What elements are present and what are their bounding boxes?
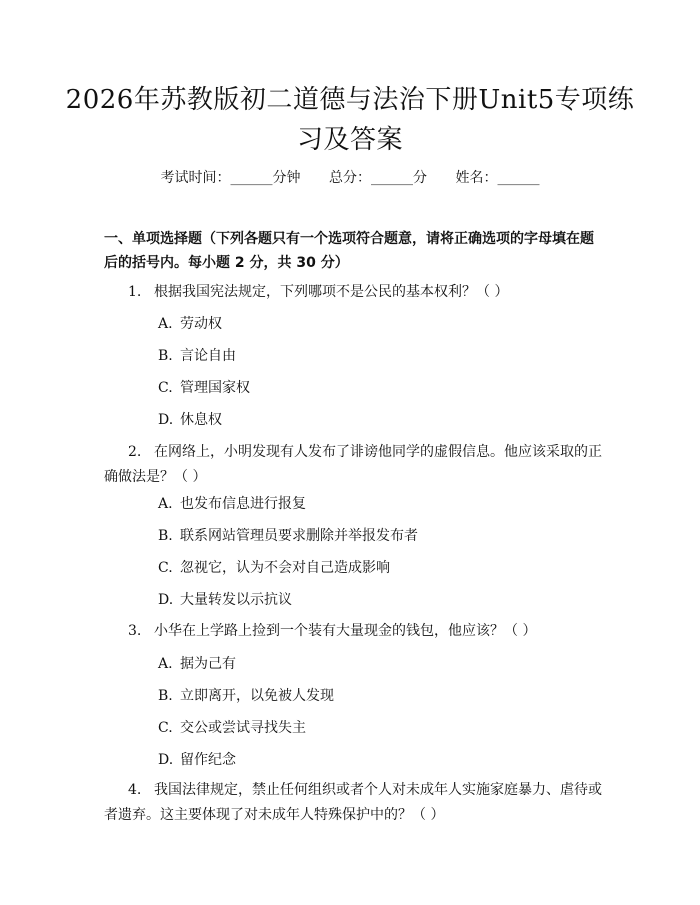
question-text: 根据我国宪法规定，下列哪项不是公民的基本权利？（ ） (154, 284, 509, 300)
question-text: 小华在上学路上捡到一个装有大量现金的钱包，他应该？（ ） (154, 623, 537, 639)
document-title: 2026年苏教版初二道德与法治下册Unit5专项练习及答案 (65, 85, 635, 155)
option-2a (158, 494, 306, 514)
question-2 (104, 440, 604, 490)
question-number: 3. (128, 623, 142, 639)
option-text: 劳动权 (180, 316, 222, 332)
option-text: 休息权 (180, 412, 222, 428)
question-number: 1. (128, 284, 142, 300)
option-2b (158, 526, 418, 546)
question-1 (104, 280, 604, 305)
option-label: B. (158, 688, 173, 704)
question-text: 在网络上，小明发现有人发布了诽谤他同学的虚假信息。他应该采取的正确做法是？（ ） (104, 444, 602, 485)
question-text: 我国法律规定，禁止任何组织或者个人对未成年人实施家庭暴力、虐待或者遗弃。这主要体现了对未成年人特殊保护中的？（ ） (104, 782, 602, 823)
option-text: 据为己有 (180, 656, 236, 672)
option-label: A. (158, 496, 173, 512)
question-number: 2. (128, 444, 142, 460)
option-label: D. (158, 752, 174, 768)
option-label: A. (158, 656, 173, 672)
section-title: 一、单项选择题（下列各题只有一个选项符合题意，请将正确选项的字母填在题后的括号内。每小题 2 分，共 30 分） (104, 231, 594, 271)
option-text: 大量转发以示抗议 (180, 592, 292, 608)
option-text: 管理国家权 (180, 380, 250, 396)
option-label: B. (158, 348, 173, 364)
option-label: B. (158, 528, 173, 544)
option-label: C. (158, 560, 173, 576)
option-3a (158, 654, 236, 674)
question-4 (104, 778, 604, 828)
option-1b (158, 346, 236, 366)
option-1d (158, 410, 222, 430)
option-3c (158, 718, 306, 738)
option-label: D. (158, 592, 174, 608)
option-3d (158, 750, 236, 770)
option-text: 留作纪念 (180, 752, 236, 768)
option-text: 也发布信息进行报复 (180, 496, 306, 512)
option-1c (158, 378, 250, 398)
option-label: C. (158, 720, 173, 736)
exam-score: 总分：______分 (329, 170, 427, 186)
exam-name: 姓名：______ (455, 170, 540, 186)
exam-meta (0, 167, 700, 187)
option-text: 言论自由 (180, 348, 236, 364)
option-text: 联系网站管理员要求删除并举报发布者 (180, 528, 418, 544)
option-label: A. (158, 316, 173, 332)
option-label: D. (158, 412, 174, 428)
option-text: 交公或尝试寻找失主 (180, 720, 306, 736)
option-2d (158, 590, 292, 610)
exam-time: 考试时间：______分钟 (160, 170, 301, 186)
option-1a (158, 314, 222, 334)
question-3 (104, 619, 604, 644)
option-text: 忽视它，认为不会对自己造成影响 (180, 560, 390, 576)
option-3b (158, 686, 334, 706)
option-2c (158, 558, 390, 578)
option-label: C. (158, 380, 173, 396)
question-number: 4. (128, 782, 142, 798)
option-text: 立即离开，以免被人发现 (180, 688, 334, 704)
